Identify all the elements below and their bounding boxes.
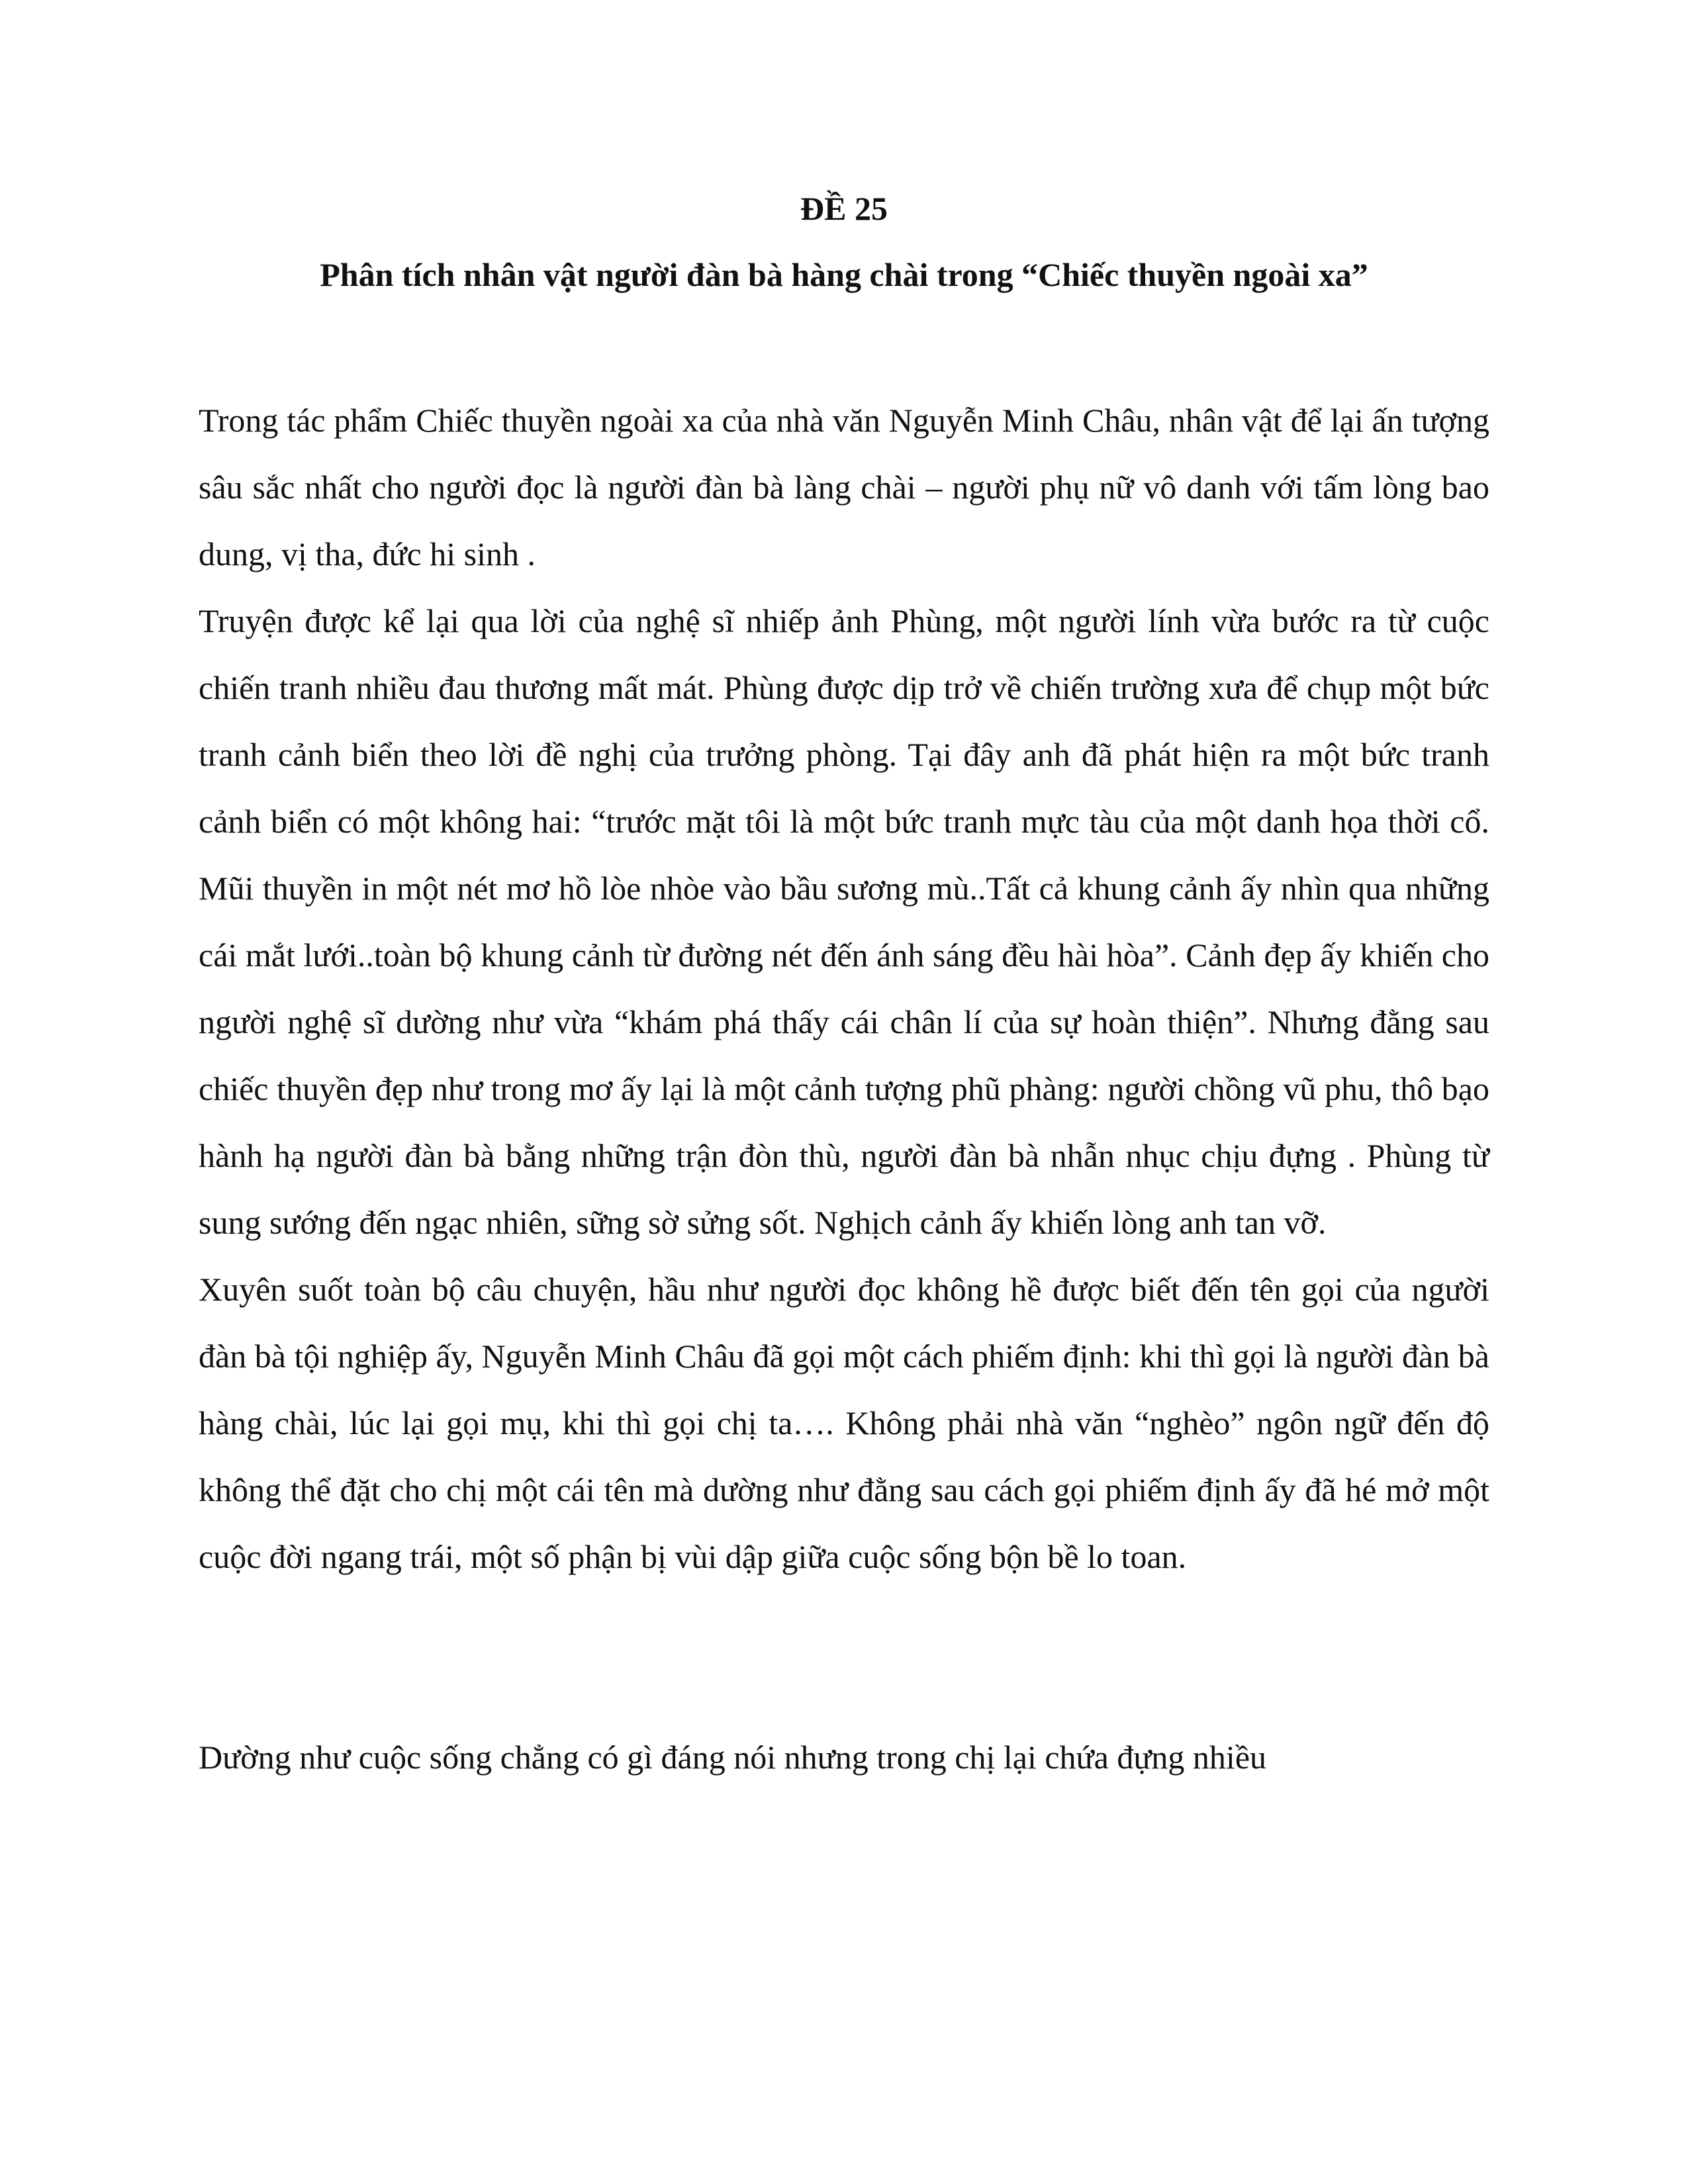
paragraph-namelessness: Xuyên suốt toàn bộ câu chuyện, hầu như người đọc không hề được biết đến tên gọi của người đàn bà tội nghiệp ấy, Nguyễn Minh Châu đã gọi một cách phiếm định: khi thì gọi là người đàn bà hàng chài, lúc lại gọi mụ, khi thì gọi chị ta…. Không phải nhà văn “nghèo” ngôn ngữ đến độ không thể đặt cho chị một cái tên mà dường như đằng sau cách gọi phiếm định ấy đã hé mở một cuộc đời ngang trái, một số phận bị vùi dập giữa cuộc sống bộn bề lo toan. [199,1271,1489,1575]
essay-title: Phân tích nhân vật người đàn bà hàng chài trong “Chiếc thuyền ngoài xa” [320,256,1368,293]
essay-body [199,387,1489,1791]
paragraph-continuation: Dường như cuộc sống chẳng có gì đáng nói nhưng trong chị lại chứa đựng nhiều [199,1739,1267,1776]
paragraph-intro: Trong tác phẩm Chiếc thuyền ngoài xa của nhà văn Nguyễn Minh Châu, nhân vật để lại ấn tượng sâu sắc nhất cho người đọc là người đàn bà làng chài – người phụ nữ vô danh với tấm lòng bao dung, vị tha, đức hi sinh . [199,402,1489,572]
paragraph-spacer [199,1590,1489,1724]
paragraph-story-context: Truyện được kể lại qua lời của nghệ sĩ nhiếp ảnh Phùng, một người lính vừa bước ra từ cuộc chiến tranh nhiều đau thương mất mát. Phùng được dịp trở về chiến trường xưa để chụp một bức tranh cảnh biển theo lời đề nghị của trưởng phòng. Tại đây anh đã phát hiện ra một bức tranh cảnh biển có một không hai: “trước mặt tôi là một bức tranh mực tàu của một danh họa thời cổ. Mũi thuyền in một nét mơ hồ lòe nhòe vào bầu sương mù..Tất cả khung cảnh ấy nhìn qua những cái mắt lưới..toàn bộ khung cảnh từ đường nét đến ánh sáng đều hài hòa”. Cảnh đẹp ấy khiến cho người nghệ sĩ dường như vừa “khám phá thấy cái chân lí của sự hoàn thiện”. Nhưng đằng sau chiếc thuyền đẹp như trong mơ ấy lại là một cảnh tượng phũ phàng: người chồng vũ phu, thô bạo hành hạ người đàn bà bằng những trận đòn thù, người đàn bà nhẫn nhục chịu đựng . Phùng từ sung sướng đến ngạc nhiên, sững sờ sửng sốt. Nghịch cảnh ấy khiến lòng anh tan vỡ. [199,602,1489,1241]
exam-number-heading: ĐỀ 25 [800,190,888,227]
